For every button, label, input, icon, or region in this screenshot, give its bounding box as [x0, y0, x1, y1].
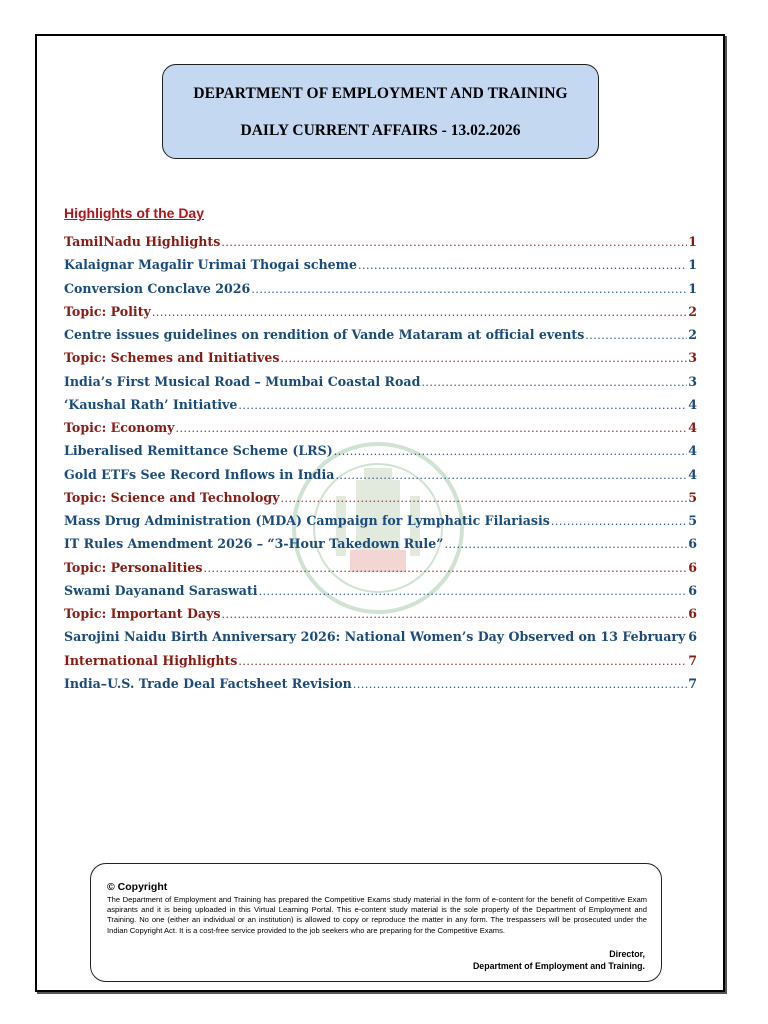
toc-dot-leader	[259, 585, 688, 598]
toc-item-entry[interactable]	[64, 676, 697, 699]
toc-entry-label: Kalaignar Magalir Urimai Thogai scheme	[64, 257, 358, 273]
toc-entry-label: Swami Dayanand Saraswati	[64, 582, 258, 598]
table-of-contents	[64, 234, 697, 699]
toc-item-entry[interactable]	[64, 536, 697, 559]
toc-item-entry[interactable]	[64, 443, 697, 466]
toc-entry-label: Topic: Important Days	[64, 606, 221, 621]
toc-entry-label: Conversion Conclave 2026	[64, 280, 251, 296]
toc-entry-label: TamilNadu Highlights	[64, 234, 221, 249]
toc-page-number: 7	[688, 652, 697, 668]
toc-page-number: 5	[688, 513, 697, 528]
toc-item-entry[interactable]	[64, 374, 697, 397]
copyright-box	[90, 863, 662, 982]
toc-item-entry[interactable]	[64, 513, 697, 536]
toc-dot-leader	[334, 445, 688, 458]
highlights-heading: Highlights of the Day	[64, 205, 204, 221]
toc-section-entry[interactable]	[64, 606, 697, 629]
toc-entry-label: India–U.S. Trade Deal Factsheet Revision	[64, 675, 352, 691]
toc-dot-leader	[238, 655, 687, 668]
toc-dot-leader	[444, 538, 687, 551]
toc-item-entry[interactable]	[64, 281, 697, 304]
toc-entry-label: International Highlights	[64, 652, 238, 668]
copyright-heading: © Copyright	[107, 881, 168, 893]
toc-page-number: 6	[688, 582, 697, 598]
toc-page-number: 1	[688, 280, 697, 296]
toc-item-entry[interactable]	[64, 327, 697, 350]
toc-page-number: 7	[688, 675, 697, 691]
toc-dot-leader	[585, 329, 687, 342]
toc-page-number: 3	[688, 350, 697, 366]
toc-page-number: 5	[688, 489, 697, 505]
toc-section-entry[interactable]	[64, 234, 697, 257]
toc-entry-label: IT Rules Amendment 2026 – “3-Hour Takedown Rule”	[64, 536, 444, 552]
toc-item-entry[interactable]	[64, 583, 697, 606]
toc-page-number: 4	[688, 443, 697, 459]
toc-dot-leader	[251, 283, 687, 296]
signature-org: Department of Employment and Training.	[472, 961, 645, 971]
toc-dot-leader	[221, 236, 687, 249]
toc-dot-leader	[280, 352, 687, 365]
toc-entry-label: Topic: Polity	[64, 303, 151, 319]
toc-dot-leader	[353, 678, 687, 691]
copyright-body: The Department of Employment and Training has prepared the Competitive Exams study material in the form of e-content for the benefit of Competitive Exam aspirants and it is being uploaded in this Virtual Learning Portal. This e-content study material is the sole property of the Department of Employment and Training. No one (either an individual or an institution) is allowed to copy or reproduce the matter in any form. The trespassers will be prosecuted under the Indian Copyright Act. It is a cost-free service provided to the job seekers who are preparing for the Competitive Exams.	[107, 895, 647, 935]
toc-item-entry[interactable]	[64, 467, 697, 490]
toc-entry-label: ‘Kaushal Rath’ Initiative	[64, 396, 238, 412]
toc-page-number: 1	[688, 234, 697, 249]
toc-entry-label: Topic: Economy	[64, 420, 175, 435]
toc-entry-label: Sarojini Naidu Birth Anniversary 2026: National Women’s Day Observed on 13 February	[64, 629, 686, 645]
toc-section-entry[interactable]	[64, 560, 697, 583]
toc-page-number: 2	[688, 303, 697, 319]
toc-entry-label: Centre issues guidelines on rendition of Vande Mataram at official events	[64, 327, 585, 342]
toc-item-entry[interactable]	[64, 257, 697, 280]
toc-page-number: 6	[688, 536, 697, 552]
toc-dot-leader	[152, 306, 687, 319]
toc-page-number: 1	[688, 257, 697, 273]
toc-section-entry[interactable]	[64, 420, 697, 443]
toc-dot-leader	[686, 631, 687, 644]
toc-dot-leader	[281, 492, 688, 505]
toc-entry-label: India’s First Musical Road – Mumbai Coastal Road	[64, 373, 421, 389]
page-subtitle: DAILY CURRENT AFFAIRS - 13.02.2026	[240, 122, 521, 139]
toc-page-number: 6	[688, 559, 697, 575]
toc-dot-leader	[358, 259, 687, 272]
toc-dot-leader	[551, 515, 687, 528]
toc-page-number: 4	[688, 466, 697, 482]
toc-item-entry[interactable]	[64, 397, 697, 420]
toc-page-number: 6	[688, 606, 697, 621]
toc-entry-label: Liberalised Remittance Scheme (LRS)	[64, 443, 333, 459]
toc-dot-leader	[421, 376, 687, 389]
toc-dot-leader	[238, 399, 687, 412]
toc-page-number: 3	[688, 373, 697, 389]
header-box	[162, 64, 599, 159]
toc-entry-label: Gold ETFs See Record Inflows in India	[64, 466, 335, 482]
toc-dot-leader	[335, 469, 687, 482]
toc-section-entry[interactable]	[64, 490, 697, 513]
toc-page-number: 6	[688, 629, 697, 645]
toc-dot-leader	[222, 608, 688, 621]
toc-page-number: 2	[688, 327, 697, 342]
toc-entry-label: Topic: Schemes and Initiatives	[64, 350, 280, 366]
toc-section-entry[interactable]	[64, 304, 697, 327]
toc-entry-label: Topic: Science and Technology	[64, 489, 280, 505]
toc-item-entry[interactable]	[64, 629, 697, 652]
toc-entry-label: Mass Drug Administration (MDA) Campaign for Lymphatic Filariasis	[64, 513, 550, 528]
toc-dot-leader	[203, 562, 687, 575]
toc-section-entry[interactable]	[64, 653, 697, 676]
page-title: DEPARTMENT OF EMPLOYMENT AND TRAINING	[193, 85, 568, 102]
toc-page-number: 4	[688, 420, 697, 435]
signature-title: Director,	[609, 949, 645, 959]
toc-entry-label: Topic: Personalities	[64, 559, 203, 575]
toc-page-number: 4	[688, 396, 697, 412]
toc-section-entry[interactable]	[64, 350, 697, 373]
toc-dot-leader	[175, 422, 687, 435]
